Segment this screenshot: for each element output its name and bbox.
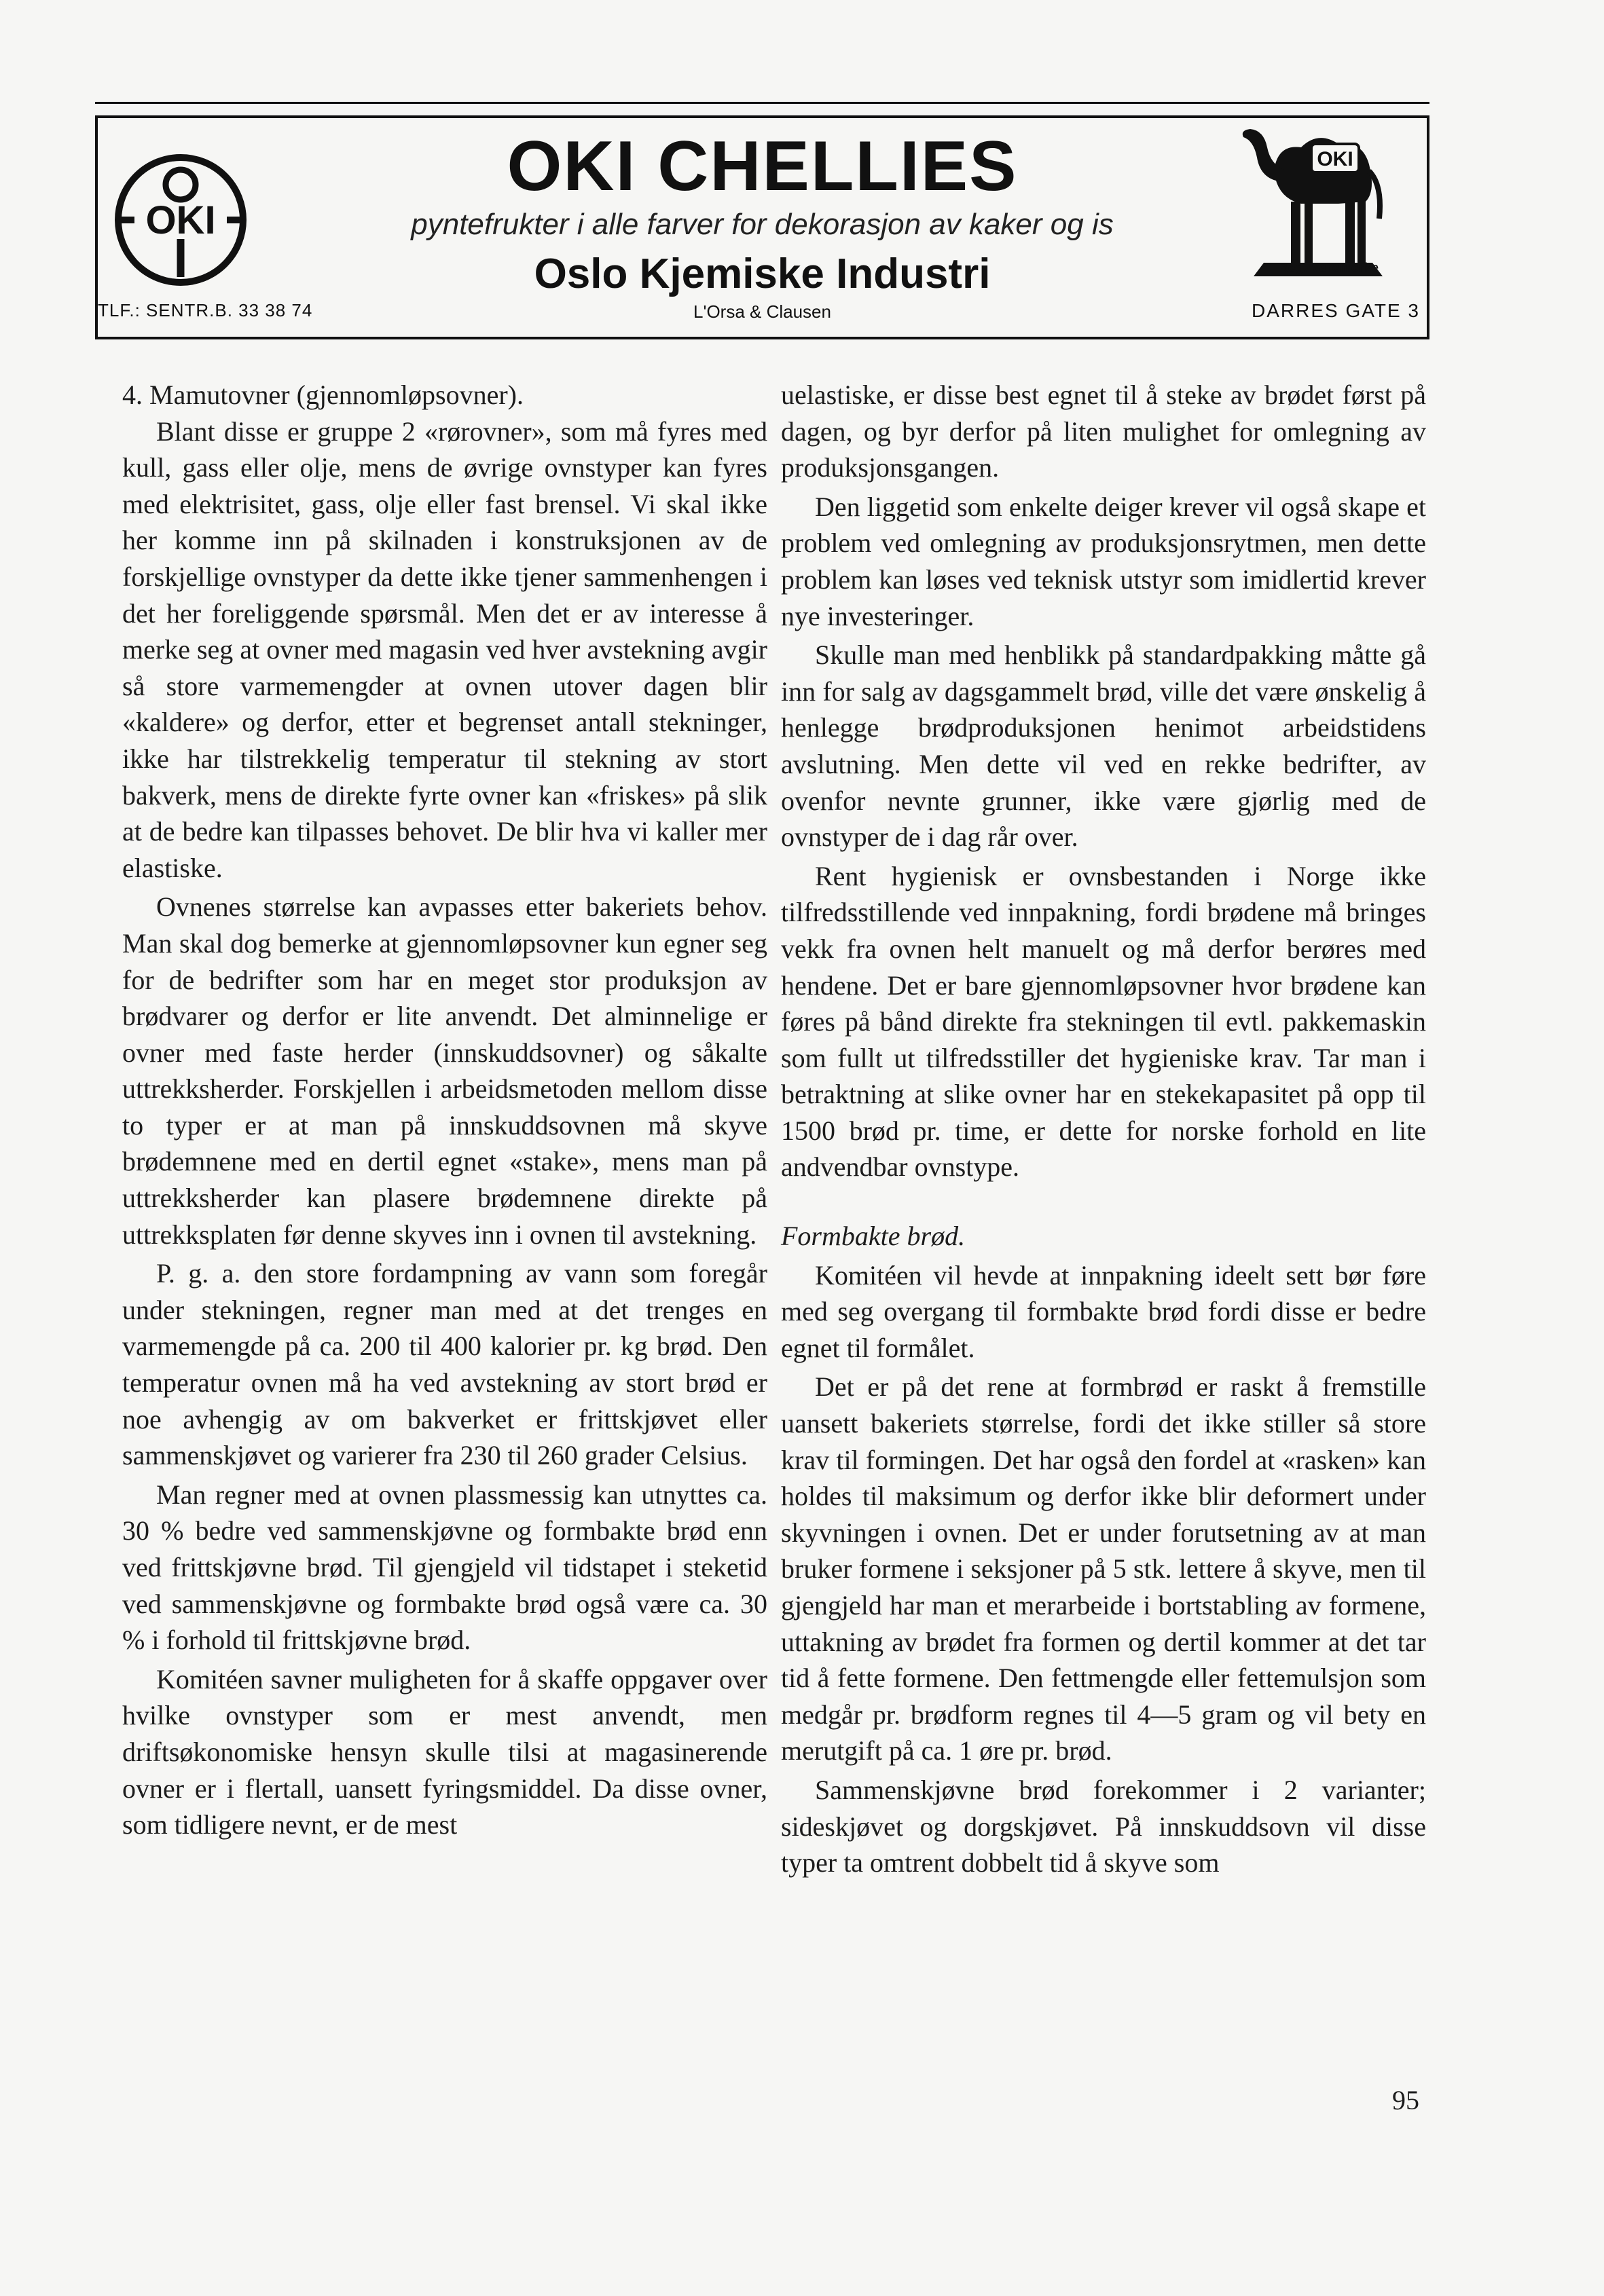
- advertisement: [95, 115, 1429, 339]
- section-heading-mamutovner: 4. Mamutovner (gjennomløpsovner).: [122, 379, 524, 410]
- ad-title: OKI CHELLIES: [507, 127, 1018, 206]
- paragraph: Sammenskjøvne brød forekommer i 2 varianter; sideskjøvet og dorgskjøvet. På innskuddsovn vil disse typer ta omtrent dobbelt tid å skyve som: [781, 1774, 1426, 1878]
- ad-phone: TLF.: SENTR.B. 33 38 74: [98, 300, 313, 320]
- paragraph: Komitéen savner muligheten for å skaffe oppgaver over hvilke ovnstyper som er mest anvendt, men driftsøkonomiske hensyn skulle tilsi at magasinerende ovner er i flertall, uansett fyringsmiddel. Da disse ovner, som tidligere nevnt, er de mest: [122, 1663, 767, 1840]
- ad-trademark-note: Reg. varemerke: [1278, 261, 1379, 274]
- page-number: 95: [1392, 2085, 1419, 2115]
- ad-company-name: Oslo Kjemiske Industri: [534, 251, 991, 297]
- paragraph: Det er på det rene at formbrød er raskt å fremstille uansett bakeriets størrelse, fordi det ikke stiller så store krav til formingen. Det har også den fordel at «rasken» kan holdes til maksimum og derfor ikke blir deformert under skyvningen i ovnen. Det er under forutsetning av at man bruker formene i seksjoner på 5 stk. lettere å skyve, men til gjengjeld har man et merarbeide i bortstabling av formene, uttakning av brødet fra formen og dertil kommer at det tar tid å fette formene. Den fettmengde eller fettemulsjon som medgår pr. brødform regnes til 4—5 gram og vil bety en merutgift på ca. 1 øre pr. brød.: [781, 1371, 1426, 1766]
- camel-label-text: OKI: [1317, 148, 1353, 170]
- paragraph: Skulle man med henblikk på standardpakking måtte gå inn for salg av dagsgammelt brød, ville det være ønskelig å henlegge brødproduksjonen henimot arbeidstidens avslutning. Men dette vil ved en rekke bedrifter, av ovenfor nevnte grunner, ikke være gjørlig med de ovnstyper de i dag rår over.: [781, 640, 1426, 853]
- paragraph: Rent hygienisk er ovnsbestanden i Norge ikke tilfredsstillende ved innpakning, fordi brødene må bringes vekk fra ovnen helt manuelt og må derfor berøres med hendene. Det er bare gjennomløpsovner hvor brødene kan føres på bånd direkte fra stekningen til evtl. pakkemaskin som fullt ut tilfredsstiller det hygieniske krav. Tar man i betraktning at slike ovner har en stekekapasitet på opp til 1500 brød pr. time, er dette for norske forhold en lite andvendbar ovnstype.: [781, 860, 1426, 1183]
- paragraph: P. g. a. den store fordampning av vann som foregår under stekningen, regner man med at det trenges en varmemengde på ca. 200 til 400 kalorier pr. kg brød. Den temperatur ovnen må ha ved avstekning av stort brød er noe avhengig av om bakverket er frittskjøvet eller sammenskjøvet og varierer fra 230 til 260 grader Celsius.: [122, 1258, 767, 1471]
- paragraph: Den liggetid som enkelte deiger krever vil også skape et problem ved omlegning av produksjonsrytmen, men dette problem kan løses ved teknisk utstyr som imidlertid krever nye investeringer.: [781, 491, 1426, 631]
- paragraph: Ovnenes størrelse kan avpasses etter bakeriets behov. Man skal dog bemerke at gjennomløpsovner kun egner seg for de bedrifter som har en meget stor produksjon av brødvarer og derfor er lite anvendt. Det alminnelige er ovner med faste herder (innskuddsovner) og såkalte uttrekksherder. Forskjellen i arbeidsmetoden mellom disse to typer er at man på innskuddsovnen må skyve brødemnene med en dertil egnet «stake», mens man på uttrekksherder kan plasere brødemnene direkte på uttrekksplaten før denne skyves inn i ovnen til avstekning.: [122, 891, 767, 1250]
- ad-street-address: DARRES GATE 3: [1252, 300, 1420, 321]
- ad-tagline: pyntefrukter i alle farver for dekorasjon av kaker og is: [411, 208, 1114, 241]
- section-heading-formbakte: Formbakte brød.: [781, 1221, 966, 1252]
- paragraph-continuation: uelastiske, er disse best egnet til å steke av brødet først på dagen, og byr derfor på liten mulighet for omlegning av produksjonsgangen.: [781, 379, 1426, 483]
- right-column: [781, 377, 1426, 1881]
- paragraph: Komitéen vil hevde at innpakning ideelt sett bør føre med seg overgang til formbakte brød fordi disse er bedre egnet til formålet.: [781, 1259, 1426, 1363]
- paragraph: Blant disse er gruppe 2 «rørovner», som må fyres med kull, gass eller olje, mens de øvrige ovnstyper kan fyres med elektrisitet, gass, olje eller fast brensel. Vi skal ikke her komme inn på skilnaden i konstruksjonen av de forskjellige ovnstyper da dette ikke tjener sammenhengen i det her foreliggende spørsmål. Men det er av interesse å merke seg at ovner med magasin ved hver avstekning avgir så store varmemengder at ovnen utover dagen blir «kaldere» og derfor, etter et begrenset antall stekninger, ikke har tilstrekkelig temperatur til stekning av stort bakverk, mens de direkte fyrte ovner kan «friskes» på slik at de bedre kan tilpasses behovet. De blir hva vi kaller mer elastiske.: [122, 415, 767, 883]
- paragraph: Man regner med at ovnen plassmessig kan utnyttes ca. 30 % bedre ved sammenskjøvne og formbakte brød enn ved frittskjøvne brød. Til gjengjeld vil tidstapet i steketid ved sammenskjøvne og formbakte brød også være ca. 30 % i forhold til frittskjøvne brød.: [122, 1479, 767, 1656]
- left-column: [122, 377, 767, 1843]
- ad-top-rule: [95, 102, 1429, 104]
- oki-logo-text: OKI: [145, 198, 216, 242]
- ad-partners: L'Orsa & Clausen: [693, 301, 831, 322]
